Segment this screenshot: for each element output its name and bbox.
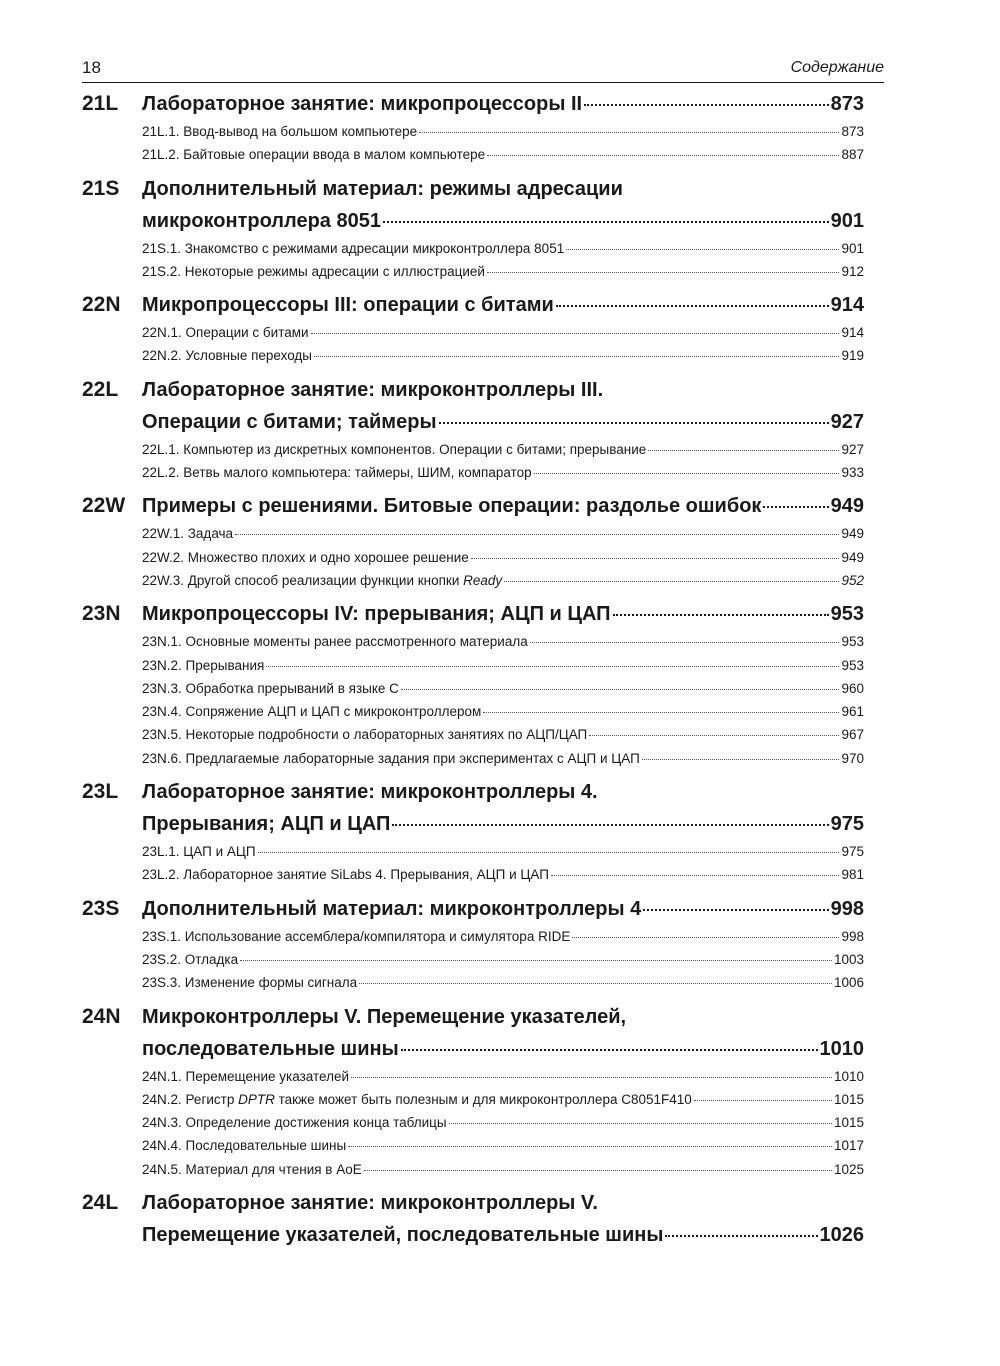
section-title-text: 22L.2. Ветвь малого компьютера: таймеры, ШИМ, компаратор (142, 465, 532, 481)
dot-leader (534, 473, 840, 474)
section-page-number: 873 (841, 124, 864, 139)
dot-leader (613, 614, 829, 616)
section-entry[interactable] (142, 925, 864, 948)
section-title (142, 1088, 692, 1111)
chapter-title: Перемещение указателей, последовательные шины (142, 1224, 664, 1247)
section-page-number: 960 (841, 680, 864, 696)
section-title-text: 21S.2. Некоторые режимы адресации с иллюстрацией (142, 263, 485, 279)
dot-leader (401, 689, 840, 690)
section-title-text: 23N.2. Прерывания (142, 657, 265, 673)
section-page-number: 919 (841, 348, 864, 364)
dot-leader (487, 155, 839, 156)
chapter-code: 21L (82, 92, 119, 115)
section-title (142, 260, 485, 283)
section-title (142, 840, 256, 863)
section-title-text: 22N.1. Операции с битами (142, 325, 309, 341)
section-entry[interactable] (142, 546, 864, 569)
section-page-number: 1015 (833, 1115, 864, 1131)
section-title (142, 237, 564, 260)
section-entry[interactable] (142, 700, 864, 723)
section-entry[interactable] (142, 1065, 864, 1088)
chapter-title: Лабораторное занятие: микропроцессоры II (142, 93, 583, 115)
dot-leader (487, 272, 840, 273)
dot-leader (351, 1077, 832, 1078)
chapter-title-line: Лабораторное занятие: микроконтроллеры 4. (142, 781, 598, 804)
section-entry[interactable] (142, 971, 864, 994)
chapter-entry[interactable] (142, 598, 864, 630)
dot-leader (556, 305, 829, 307)
chapter-title-block (142, 999, 864, 1065)
toc-chapter (82, 287, 864, 368)
chapter-code: 22W (82, 494, 126, 518)
section-page-number: 1015 (833, 1091, 864, 1107)
dot-leader (643, 909, 828, 911)
section-page-number: 949 (841, 549, 864, 565)
header-rule (82, 82, 884, 83)
chapter-entry[interactable] (142, 205, 864, 237)
dot-leader (314, 356, 839, 357)
section-title-italic: Ready (463, 572, 503, 588)
chapter-code: 22L (82, 377, 119, 401)
chapter-entry[interactable] (142, 88, 864, 120)
section-page-number: 975 (841, 844, 864, 860)
section-page-number: 1010 (833, 1068, 864, 1084)
section-page-number: 953 (841, 634, 864, 650)
chapter-title: Прерывания; АЦП и ЦАП (142, 813, 391, 836)
toc-chapter (82, 86, 864, 167)
section-entry[interactable] (142, 948, 864, 971)
section-page-number: 1025 (833, 1161, 864, 1177)
section-title (142, 143, 485, 166)
section-entry[interactable] (142, 1134, 864, 1157)
section-page-number: 914 (841, 325, 864, 341)
section-title-text: 23N.6. Предлагаемые лабораторные задания при экспериментах с АЦП и ЦАП (142, 750, 640, 766)
chapter-code: 24L (82, 1191, 119, 1215)
section-entry[interactable] (142, 840, 864, 863)
section-title-text: 24N.1. Перемещение указателей (142, 1068, 349, 1084)
dot-leader (665, 1235, 817, 1237)
section-entry[interactable] (142, 1088, 864, 1111)
section-list (142, 840, 864, 887)
chapter-code: 23L (82, 780, 119, 804)
section-entry[interactable] (142, 522, 864, 545)
running-header (82, 58, 884, 82)
chapter-code: 24N (82, 1004, 121, 1028)
section-title (142, 1158, 362, 1181)
section-title (142, 971, 357, 994)
dot-leader (566, 249, 839, 250)
section-entry[interactable] (142, 237, 864, 260)
section-list (142, 925, 864, 995)
chapter-page-number: 901 (830, 209, 864, 232)
section-title-text: 22N.2. Условные переходы (142, 348, 313, 364)
dot-leader (572, 937, 839, 938)
section-title (142, 747, 640, 770)
section-title-text: 23N.4. Сопряжение АЦП и ЦАП с микроконтроллером (142, 704, 482, 720)
section-page-number: 953 (841, 657, 864, 673)
chapter-page-number: 1010 (819, 1037, 864, 1060)
dot-leader (392, 824, 828, 826)
chapter-title-block (142, 488, 864, 522)
chapter-entry[interactable] (142, 490, 864, 522)
section-entry[interactable] (142, 1158, 864, 1181)
chapter-title: Микропроцессоры III: операции с битами (142, 294, 554, 317)
section-title-text: 23L.1. ЦАП и АЦП (142, 844, 256, 860)
section-title (142, 700, 481, 723)
section-entry[interactable] (142, 654, 864, 677)
chapter-title: Дополнительный материал: микроконтроллеры 4 (142, 897, 642, 920)
section-title-text: также может быть полезным и для микроконтроллера C8051F410 (274, 1091, 692, 1107)
section-title (142, 461, 532, 484)
section-list (142, 522, 864, 592)
section-title (142, 546, 469, 569)
toc-chapter (82, 1185, 864, 1251)
section-title (142, 654, 264, 677)
chapter-page-number: 953 (830, 603, 864, 626)
chapter-code: 23N (82, 602, 121, 626)
dot-leader (449, 1123, 832, 1124)
chapter-title-block (142, 1185, 864, 1251)
dot-leader (240, 960, 832, 961)
section-title (142, 948, 238, 971)
chapter-page-number: 927 (830, 410, 864, 433)
section-entry[interactable] (142, 260, 864, 283)
section-title-text: 24N.5. Материал для чтения в AoE (142, 1161, 362, 1177)
section-title-text: 22W.1. Задача (142, 526, 234, 542)
dot-leader (419, 132, 839, 133)
dot-leader (258, 852, 840, 853)
dot-leader (401, 1049, 818, 1051)
dot-leader (694, 1100, 832, 1101)
section-page-number: 952 (841, 572, 864, 588)
chapter-entry[interactable] (142, 289, 864, 321)
section-title (142, 522, 233, 545)
section-page-number: 949 (841, 526, 864, 542)
section-entry[interactable] (142, 747, 864, 770)
dot-leader (359, 983, 832, 984)
dot-leader (589, 735, 839, 736)
section-page-number: 1017 (833, 1138, 864, 1154)
section-title-text: 21L.2. Байтовые операции ввода в малом компьютере (142, 147, 486, 163)
section-title-text: 24N.2. Регистр (142, 1091, 239, 1107)
section-entry[interactable] (142, 630, 864, 653)
chapter-title: Примеры с решениями. Битовые операции: раздолье ошибок (142, 495, 762, 518)
section-page-number: 1003 (833, 951, 864, 967)
dot-leader (348, 1146, 832, 1147)
section-list (142, 630, 864, 770)
section-page-number: 970 (841, 750, 864, 766)
chapter-code: 23S (82, 896, 120, 920)
dot-leader (530, 642, 840, 643)
chapter-entry[interactable] (142, 808, 864, 840)
chapter-title: последовательные шины (142, 1037, 399, 1060)
chapter-title-line: Лабораторное занятие: микроконтроллеры V. (142, 1192, 598, 1215)
section-title (142, 1134, 346, 1157)
toc-chapter (82, 774, 864, 887)
section-list (142, 321, 864, 368)
dot-leader (504, 581, 839, 582)
section-page-number: 1006 (833, 975, 864, 991)
section-title-text: 23L.2. Лабораторное занятие SiLabs 4. Прерывания, АЦП и ЦАП (142, 867, 549, 883)
section-title (142, 630, 528, 653)
chapter-title: Микропроцессоры IV: прерывания; АЦП и ЦАП (142, 603, 611, 626)
section-page-number: 887 (841, 147, 864, 163)
section-list (142, 237, 864, 284)
toc-chapter (82, 596, 864, 770)
chapter-title-block (142, 287, 864, 321)
section-page-number: 998 (841, 928, 864, 944)
chapter-title-block (142, 171, 864, 237)
section-title (142, 677, 399, 700)
chapter-entry[interactable] (142, 893, 864, 925)
section-title-text: 23N.1. Основные моменты ранее рассмотренного материала (142, 634, 528, 650)
section-title-text: 23N.5. Некоторые подробности о лабораторных занятиях по АЦП/ЦАП (142, 727, 588, 743)
section-title (142, 321, 309, 344)
chapter-page-number: 1026 (819, 1224, 864, 1247)
section-title (142, 1111, 447, 1134)
section-title (142, 925, 570, 948)
dot-leader (266, 666, 839, 667)
section-entry[interactable] (142, 677, 864, 700)
section-entry[interactable] (142, 344, 864, 367)
chapter-title-block (142, 596, 864, 630)
dot-leader (551, 875, 840, 876)
chapter-title: Операции с битами; таймеры (142, 410, 437, 433)
section-list (142, 438, 864, 485)
section-title (142, 723, 587, 746)
section-list (142, 120, 864, 167)
section-entry[interactable] (142, 723, 864, 746)
chapter-code: 21S (82, 176, 120, 200)
section-page-number: 967 (841, 727, 864, 743)
toc-chapter (82, 999, 864, 1181)
section-title-text: 21L.1. Ввод-вывод на большом компьютере (142, 124, 418, 139)
dot-leader (642, 759, 840, 760)
chapter-entry[interactable] (142, 1033, 864, 1065)
chapter-page-number: 998 (830, 897, 864, 920)
chapter-title-line: Микроконтроллеры V. Перемещение указателей, (142, 1005, 627, 1028)
section-title-text: 22W.2. Множество плохих и одно хорошее решение (142, 549, 469, 565)
section-title-text: 21S.1. Знакомство с режимами адресации микроконтроллера 8051 (142, 240, 565, 256)
section-title-text: 23S.3. Изменение формы сигнала (142, 975, 358, 991)
section-title (142, 863, 549, 886)
section-entry[interactable] (142, 143, 864, 166)
section-page-number: 961 (841, 704, 864, 720)
chapter-title-block (142, 86, 864, 120)
section-entry[interactable] (142, 120, 864, 143)
section-list (142, 1065, 864, 1181)
section-title-text: 24N.3. Определение достижения конца таблицы (142, 1115, 447, 1131)
section-title-italic: DPTR (238, 1091, 275, 1107)
section-title-text: 22L.1. Компьютер из дискретных компонентов. Операции с битами; прерывание (142, 441, 647, 457)
dot-leader (648, 450, 839, 451)
dot-leader (763, 506, 828, 508)
section-page-number: 927 (841, 441, 864, 457)
section-title-text: 23S.1. Использование ассемблера/компилятора и симулятора RIDE (142, 928, 571, 944)
chapter-title: микроконтроллера 8051 (142, 209, 381, 232)
dot-leader (439, 422, 829, 424)
section-entry[interactable] (142, 863, 864, 886)
page-number: 18 (82, 58, 101, 77)
dot-leader (483, 712, 839, 713)
chapter-page-number: 873 (830, 93, 864, 115)
section-title (142, 438, 646, 461)
chapter-title-block (142, 891, 864, 925)
chapter-title-block (142, 774, 864, 840)
chapter-entry[interactable] (142, 1219, 864, 1251)
section-title (142, 569, 502, 592)
section-title-text: 22W.3. Другой способ реализации функции кнопки (142, 572, 464, 588)
chapter-page-number: 975 (830, 813, 864, 836)
section-page-number: 912 (841, 263, 864, 279)
chapter-title-line: Лабораторное занятие: микроконтроллеры III. (142, 378, 604, 401)
chapter-entry[interactable] (142, 406, 864, 438)
section-entry[interactable] (142, 461, 864, 484)
section-title (142, 344, 312, 367)
dot-leader (584, 104, 829, 106)
chapter-title-block (142, 372, 864, 438)
section-title-text: 23N.3. Обработка прерываний в языке C (142, 680, 399, 696)
toc-chapter (82, 891, 864, 995)
section-entry[interactable] (142, 321, 864, 344)
section-entry[interactable] (142, 569, 864, 592)
section-title-text: 23S.2. Отладка (142, 951, 239, 967)
section-page-number: 901 (841, 240, 864, 256)
dot-leader (383, 221, 829, 223)
toc-chapter (82, 488, 864, 592)
dot-leader (364, 1170, 832, 1171)
chapter-title-line: Дополнительный материал: режимы адресации (142, 177, 623, 200)
section-page-number: 981 (841, 867, 864, 883)
chapter-code: 22N (82, 293, 121, 317)
section-title (142, 120, 417, 143)
toc-chapter (82, 171, 864, 284)
dot-leader (235, 534, 839, 535)
chapter-page-number: 914 (830, 294, 864, 317)
dot-leader (311, 333, 840, 334)
section-title-text: 24N.4. Последовательные шины (142, 1138, 347, 1154)
dot-leader (471, 558, 840, 559)
section-page-number: 933 (841, 465, 864, 481)
running-title: Содержание (790, 59, 884, 76)
chapter-page-number: 949 (830, 495, 864, 518)
table-of-contents (82, 86, 864, 1251)
section-title (142, 1065, 349, 1088)
section-entry[interactable] (142, 1111, 864, 1134)
toc-chapter (82, 372, 864, 485)
section-entry[interactable] (142, 438, 864, 461)
